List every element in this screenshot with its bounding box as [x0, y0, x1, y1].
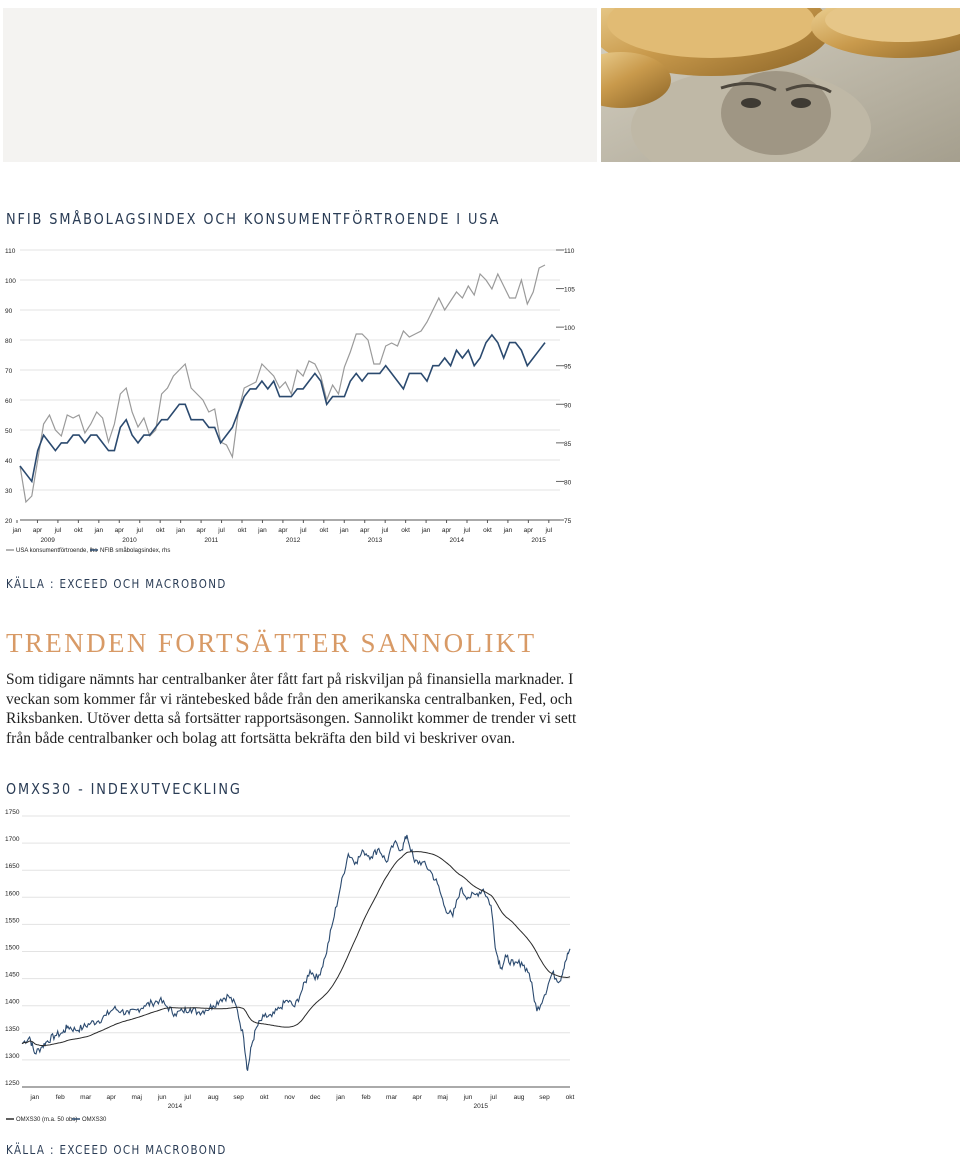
chart1-xtick-month: jul: [381, 527, 389, 534]
chart2-ytick: 1600: [5, 890, 20, 898]
chart1-ytick-right: 110: [564, 248, 575, 255]
article-body: Som tidigare nämnts har centralbanker åter fått fart på riskviljan på finansiella marknader. I veckan som kommer får vi räntebesked både från den amerikanska centralbanken, Fed, och Riksbanken. Utöver detta så fortsätter rapportsäsongen. Sannolikt kommer de trender vi sett från både centralbanker och bolag att fortsätta bekräfta den bild vi beskriver ovan.: [6, 671, 577, 747]
chart2-series-moving-average: [22, 852, 570, 1046]
chart1-xtick-month: okt: [237, 527, 247, 534]
chart2-xtick-month: maj: [437, 1094, 448, 1101]
chart1-xtick-month: jan: [94, 527, 104, 534]
omxs30-chart: [0, 808, 590, 1130]
chart2-ytick: 1400: [5, 998, 20, 1006]
nfib-consumer-confidence-chart: [0, 242, 590, 560]
coins-banknote-photo: [601, 8, 960, 162]
chart1-xtick-month: okt: [319, 527, 329, 534]
chart1-title: NFIB SMÅBOLAGSINDEX OCH KONSUMENTFÖRTROENDE I USA: [6, 210, 501, 228]
chart1-ytick-left: 30: [5, 488, 13, 495]
chart1-xtick-year: 2009: [40, 537, 55, 544]
chart2-xtick-month: dec: [309, 1094, 321, 1101]
chart1-xtick-month: jan: [258, 527, 267, 534]
chart1-xtick-month: jul: [545, 527, 553, 534]
chart1-xtick-year: 2010: [122, 537, 137, 544]
chart1-series-nfib: [20, 335, 545, 482]
chart1-legend-label: NFIB småbolagsindex, rhs: [100, 548, 171, 554]
chart1-xtick-year: 2011: [204, 537, 219, 544]
chart1-xtick-month: apr: [114, 527, 124, 534]
chart1-xtick-month: okt: [483, 527, 492, 534]
chart2-ytick: 1250: [5, 1080, 20, 1087]
chart1-ytick-right: 90: [564, 402, 572, 410]
chart2-ytick: 1350: [5, 1025, 20, 1033]
chart1-ytick-left: 60: [5, 398, 13, 405]
chart2-xtick-month: feb: [361, 1094, 371, 1101]
chart2-xtick-month: sep: [539, 1094, 550, 1101]
chart2-xtick-month: jan: [30, 1094, 40, 1101]
chart2-xtick-month: jun: [157, 1094, 167, 1101]
chart1-xtick-month: jan: [176, 527, 185, 534]
chart2-xtick-month: jul: [490, 1094, 497, 1101]
chart1-xtick-month: jul: [300, 527, 307, 534]
chart1-xtick-month: jan: [339, 527, 349, 534]
chart1-ytick-left: 110: [5, 248, 16, 255]
chart2-xtick-month: mar: [80, 1094, 92, 1101]
chart2-xtick-month: jun: [463, 1094, 473, 1101]
chart2-xtick-month: nov: [284, 1094, 295, 1101]
chart1-legend-label: USA konsumentförtroende, lhs: [16, 548, 98, 554]
chart2-ytick: 1300: [5, 1052, 20, 1060]
chart2-xtick-year: 2015: [473, 1103, 489, 1110]
chart1-xtick-month: apr: [441, 527, 452, 534]
coins-photo-illustration: [601, 8, 960, 162]
chart1-xtick-month: jan: [12, 527, 22, 534]
chart2-xtick-month: aug: [513, 1094, 525, 1101]
chart2-xtick-month: aug: [207, 1094, 219, 1101]
chart1-xtick-month: jul: [136, 527, 143, 534]
chart1-xtick-month: okt: [155, 527, 165, 534]
chart1-xtick-month: apr: [523, 527, 534, 534]
chart1-ytick-right: 80: [564, 479, 572, 487]
chart1-ytick-left: 90: [5, 308, 13, 315]
chart1-xtick-month: jan: [503, 527, 513, 534]
chart1-xtick-month: okt: [74, 527, 83, 534]
chart2-xtick-month: feb: [55, 1094, 65, 1101]
chart1-ytick-left: 20: [5, 518, 13, 525]
chart2-legend-label: OMXS30 (m.a. 50 obs): [16, 1117, 78, 1123]
chart1-ytick-left: 100: [5, 278, 16, 285]
chart2-ytick: 1500: [5, 944, 20, 952]
chart1-xtick-year: 2015: [531, 537, 546, 544]
chart1-ytick-right: 100: [564, 325, 575, 333]
chart2-legend-label: OMXS30: [82, 1117, 107, 1123]
chart1-xtick-month: apr: [32, 527, 43, 534]
hero-background: [3, 8, 597, 162]
chart1-xtick-month: jan: [421, 527, 431, 534]
chart2-xtick-month: jul: [184, 1094, 191, 1101]
chart2-xtick-month: okt: [565, 1094, 575, 1101]
chart1-xtick-month: apr: [196, 527, 206, 534]
chart1-series-consumer-confidence: [20, 265, 545, 502]
chart1-xtick-year: 2013: [367, 537, 383, 544]
chart1-ytick-left: 50: [5, 428, 13, 435]
chart2-ytick: 1550: [5, 917, 20, 925]
chart1-ytick-right: 75: [564, 518, 572, 525]
chart1-xtick-year: 2012: [285, 537, 301, 544]
chart2-source: KÄLLA : EXCEED OCH MACROBOND: [6, 1143, 227, 1157]
chart2-ytick: 1700: [5, 836, 20, 844]
chart1-xtick-month: jul: [218, 527, 225, 534]
chart2-xtick-month: maj: [131, 1094, 142, 1101]
chart1-ytick-right: 105: [564, 286, 575, 294]
chart2-title: OMXS30 - INDEXUTVECKLING: [6, 780, 242, 798]
chart2-xtick-month: mar: [385, 1094, 398, 1101]
chart2-ytick: 1750: [5, 809, 20, 816]
chart2-ytick: 1450: [5, 971, 20, 979]
chart1-ytick-left: 80: [5, 338, 13, 345]
chart2-xtick-year: 2014: [167, 1103, 183, 1110]
chart1-ytick-left: 40: [5, 458, 13, 465]
chart2-xtick-month: apr: [412, 1094, 422, 1101]
chart1-xtick-month: jul: [54, 527, 62, 534]
chart1-ytick-right: 85: [564, 440, 572, 448]
chart1-xtick-month: apr: [360, 527, 370, 534]
chart2-ytick: 1650: [5, 863, 20, 871]
chart2-xtick-month: sep: [233, 1094, 244, 1101]
article-heading: TRENDEN FORTSÄTTER SANNOLIKT: [6, 628, 537, 658]
chart1-xtick-month: jul: [463, 527, 471, 534]
chart1-ytick-right: 95: [564, 363, 572, 371]
chart2-xtick-month: apr: [106, 1094, 116, 1101]
chart2-xtick-month: okt: [259, 1094, 269, 1101]
chart2-xtick-month: jan: [336, 1094, 345, 1101]
chart1-xtick-year: 2014: [449, 537, 465, 544]
chart1-ytick-left: 70: [5, 368, 13, 375]
chart1-xtick-month: apr: [278, 527, 288, 534]
chart1-source: KÄLLA : EXCEED OCH MACROBOND: [6, 577, 227, 591]
chart1-xtick-month: okt: [401, 527, 410, 534]
